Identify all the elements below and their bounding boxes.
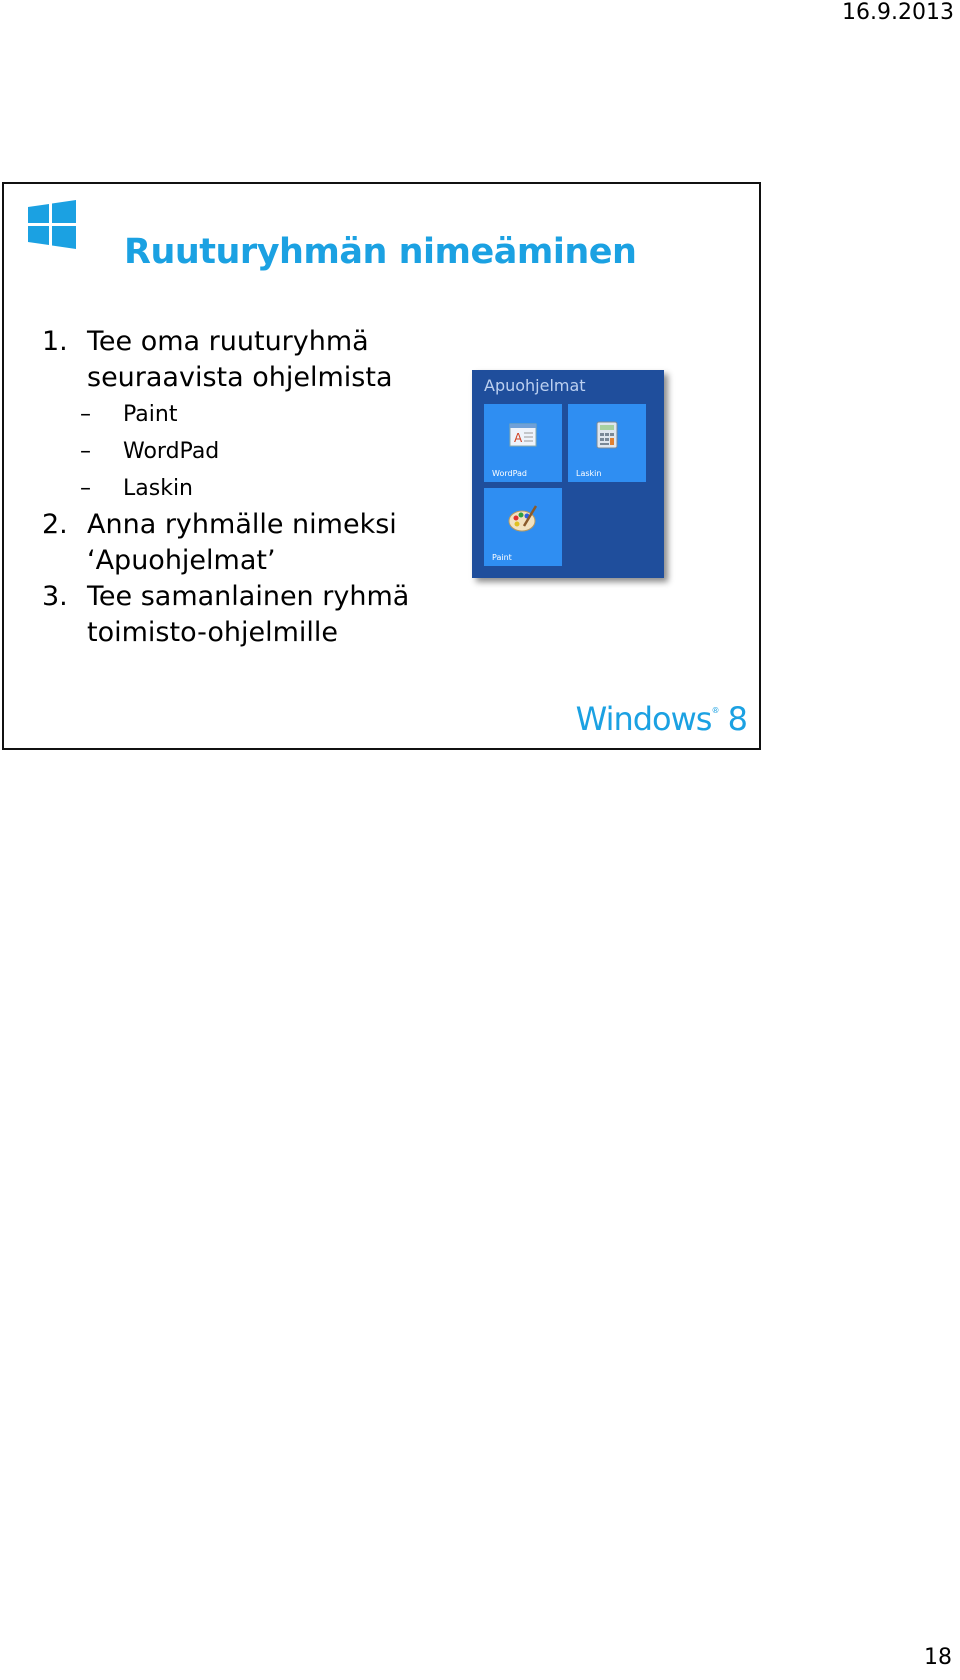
step-list (42, 324, 462, 651)
tile-group (472, 370, 664, 578)
subitem-paint: – Paint (80, 402, 178, 427)
windows-8-logo: Windows® 8 (575, 700, 747, 738)
tile-paint[interactable]: Paint (484, 488, 562, 566)
step-1: 1. Tee oma ruuturyhmä seuraavista ohjelmista (42, 326, 393, 393)
svg-text:A: A (514, 431, 523, 445)
wordpad-icon (506, 418, 540, 452)
step-3: 3. Tee samanlainen ryhmä toimisto-ohjelmille (42, 581, 410, 648)
tile-laskin[interactable]: Laskin (568, 404, 646, 482)
tile-group-title: Apuohjelmat (484, 376, 586, 395)
subitem-wordpad: – WordPad (80, 439, 220, 464)
tile-wordpad[interactable]: A WordPad (484, 404, 562, 482)
page-number: 18 (924, 1645, 952, 1670)
subitem-laskin: – Laskin (80, 476, 193, 501)
step-2: 2. Anna ryhmälle nimeksi ‘Apuohjelmat’ (42, 509, 397, 576)
slide-title: Ruuturyhmän nimeäminen (124, 232, 637, 272)
calculator-icon (590, 418, 624, 452)
slide (2, 182, 761, 750)
page-date: 16.9.2013 (842, 0, 954, 25)
paint-palette-icon (506, 502, 540, 536)
